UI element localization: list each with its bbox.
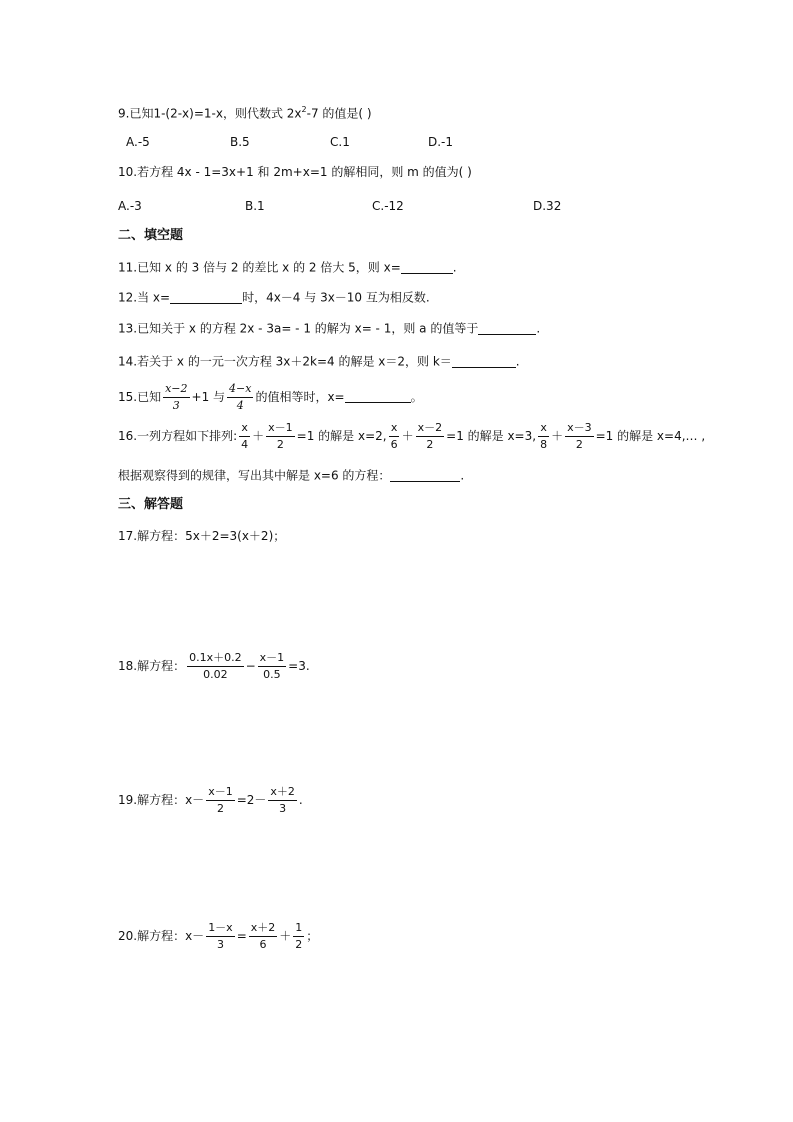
question-12: 12.当 x= 时，4x－4 与 3x－10 互为相反数. (118, 290, 430, 305)
fraction: $\frac{x-2}{2}$ (417, 420, 443, 451)
q9-option-c: C.1 (330, 135, 350, 149)
question-17: 17.解方程：5x＋2=3(x＋2)； (118, 529, 286, 543)
fraction: $\frac{1-x}{3}$ (208, 920, 233, 951)
question-16: 16.一列方程如下排列: $\frac{x}{4}$ ＋ $\frac{x-1}{2}$ =1 的解是 x=2, $\frac{x}{6}$ ＋ $\frac{x-2}{2}$ =1 的解是 x=3, $\frac{x}{8}$ ＋ $\frac{x-3}{2}$ =1 的解是 x=4,… , (118, 420, 706, 451)
fraction: $\frac{x-1}{0.5}$ (259, 650, 285, 681)
question-15: 15.已知 $\frac{x-2}{3}$ +1 与 $\frac{4-x}{4}$ 的值相等时，x= 。 (118, 381, 423, 412)
fraction: $\frac{x+2}{3}$ (270, 784, 295, 815)
fraction: $\frac{x-1}{2}$ (208, 784, 233, 815)
q10-option-b: B.1 (245, 199, 265, 213)
q9-option-b: B.5 (230, 135, 250, 149)
question-19: 19.解方程：x－ $\frac{x-1}{2}$ =2－ $\frac{x+2}{3}$ . (118, 784, 303, 815)
fraction: $\frac{1}{2}$ (295, 920, 303, 951)
question-14: 14.若关于 x 的一元一次方程 3x＋2k=4 的解是 x＝2，则 k＝ . (118, 354, 520, 369)
answer-blank (170, 292, 242, 304)
question-11: 11.已知 x 的 3 倍与 2 的差比 x 的 2 倍大 5，则 x= . (118, 260, 457, 275)
fraction: $\frac{x}{6}$ (390, 420, 398, 451)
section-heading-solve: 三、解答题 (118, 497, 184, 512)
question-18: 18.解方程： $\frac{0.1x+0.2}{0.02}$ − $\frac{x-1}{0.5}$ =3. (118, 650, 310, 681)
question-16-line-2: 根据观察得到的规律，写出其中解是 x=6 的方程： . (118, 468, 465, 483)
fraction: $\frac{0.1x+0.2}{0.02}$ (189, 650, 242, 681)
question-10: 10.若方程 4x - 1=3x+1 和 2m+x=1 的解相同，则 m 的值为( ) (118, 165, 472, 179)
fraction: $\frac{4-x}{4}$ (229, 381, 252, 412)
answer-blank (478, 323, 536, 335)
question-9: 9.已知1-(2-x)=1-x，则代数式 $2x^2-7$ 的值是( ) (118, 105, 372, 121)
section-heading-fill-in: 二、填空题 (118, 228, 184, 243)
q9-option-a: A.-5 (126, 135, 150, 149)
answer-blank (401, 262, 453, 274)
q10-option-a: A.-3 (118, 199, 142, 213)
question-20: 20.解方程：x－ $\frac{1-x}{3}$ = $\frac{x+2}{6}$ ＋ $\frac{1}{2}$ ； (118, 920, 319, 951)
fraction: $\frac{x-1}{2}$ (268, 420, 293, 451)
answer-blank (390, 470, 460, 482)
q9-option-d: D.-1 (428, 135, 454, 149)
fraction: $\frac{x+2}{6}$ (250, 920, 276, 951)
q10-option-d: D.32 (533, 199, 562, 213)
fraction: $\frac{x-2}{3}$ (165, 381, 188, 412)
answer-blank (452, 356, 516, 368)
question-13: 13.已知关于 x 的方程 2x - 3a= - 1 的解为 x= - 1，则 a 的值等于 . (118, 321, 541, 336)
answer-blank (345, 391, 411, 403)
fraction: $\frac{x}{8}$ (540, 420, 548, 451)
fraction: $\frac{x}{4}$ (241, 420, 249, 451)
fraction: $\frac{x-3}{2}$ (567, 420, 592, 451)
q10-option-c: C.-12 (372, 199, 404, 213)
